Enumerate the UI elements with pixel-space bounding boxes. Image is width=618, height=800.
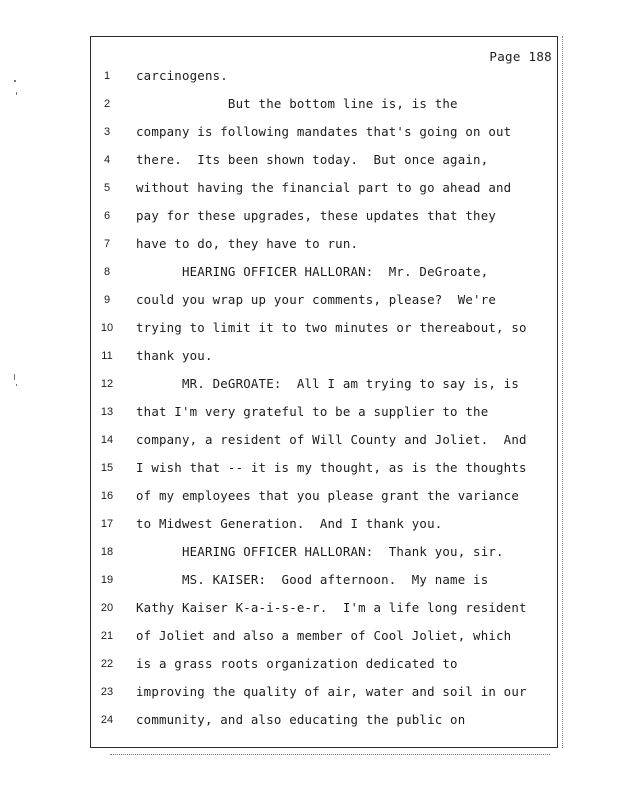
transcript-line <box>0 568 618 596</box>
line-number: 22 <box>100 658 114 670</box>
line-text: thank you. <box>136 348 213 363</box>
line-text: is a grass roots organization dedicated to <box>136 656 458 671</box>
line-number: 14 <box>100 434 114 446</box>
line-text: HEARING OFFICER HALLORAN: Mr. DeGroate, <box>136 264 489 279</box>
line-number: 13 <box>100 406 114 418</box>
line-number: 10 <box>100 322 114 334</box>
line-text: could you wrap up your comments, please? We're <box>136 292 497 307</box>
line-number: 24 <box>100 714 114 726</box>
line-text: MR. DeGROATE: All I am trying to say is, is <box>136 376 519 391</box>
line-text: company is following mandates that's going on out <box>136 124 512 139</box>
line-text: MS. KAISER: Good afternoon. My name is <box>136 572 489 587</box>
line-number: 5 <box>103 182 111 194</box>
line-text: HEARING OFFICER HALLORAN: Thank you, sir. <box>136 544 504 559</box>
line-text: without having the financial part to go ahead and <box>136 180 512 195</box>
bottom-margin-rule <box>110 754 550 755</box>
line-number: 7 <box>103 238 111 250</box>
line-text: I wish that -- it is my thought, as is the thoughts <box>136 460 527 475</box>
line-text: carcinogens. <box>136 68 228 83</box>
line-number: 8 <box>103 266 111 278</box>
line-text: that I'm very grateful to be a supplier to the <box>136 404 489 419</box>
transcript-line <box>0 484 618 512</box>
line-text: of Joliet and also a member of Cool Joliet, which <box>136 628 512 643</box>
transcript-line <box>0 120 618 148</box>
transcript-line <box>0 596 618 624</box>
transcript-line <box>0 512 618 540</box>
line-number: 4 <box>103 154 111 166</box>
line-text: to Midwest Generation. And I thank you. <box>136 516 443 531</box>
line-text: trying to limit it to two minutes or thereabout, so <box>136 320 527 335</box>
transcript-line <box>0 540 618 568</box>
transcript-line <box>0 148 618 176</box>
transcript-line <box>0 680 618 708</box>
transcript-line <box>0 204 618 232</box>
line-text: improving the quality of air, water and soil in our <box>136 684 527 699</box>
line-number: 19 <box>100 574 114 586</box>
transcript-line <box>0 260 618 288</box>
line-number: 18 <box>100 546 114 558</box>
line-text: pay for these upgrades, these updates that they <box>136 208 497 223</box>
transcript-line <box>0 456 618 484</box>
transcript-line <box>0 624 618 652</box>
line-number: 6 <box>103 210 111 222</box>
line-text: community, and also educating the public on <box>136 712 466 727</box>
line-number: 16 <box>100 490 114 502</box>
transcript-line <box>0 400 618 428</box>
line-number: 12 <box>100 378 114 390</box>
line-number: 20 <box>100 602 114 614</box>
transcript-line <box>0 176 618 204</box>
line-text: Kathy Kaiser K-a-i-s-e-r. I'm a life long resident <box>136 600 527 615</box>
transcript-line <box>0 316 618 344</box>
line-text: there. Its been shown today. But once again, <box>136 152 489 167</box>
line-number: 23 <box>100 686 114 698</box>
transcript-line <box>0 92 618 120</box>
line-number: 2 <box>103 98 111 110</box>
line-text: company, a resident of Will County and Joliet. And <box>136 432 527 447</box>
line-number: 21 <box>100 630 114 642</box>
transcript-line <box>0 344 618 372</box>
transcript-line <box>0 64 618 92</box>
transcript-line <box>0 288 618 316</box>
line-number: 1 <box>103 70 111 82</box>
transcript-line <box>0 428 618 456</box>
line-number: 17 <box>100 518 114 530</box>
line-text: of my employees that you please grant the variance <box>136 488 519 503</box>
transcript-line <box>0 232 618 260</box>
transcript-line <box>0 372 618 400</box>
line-text: have to do, they have to run. <box>136 236 359 251</box>
line-number: 3 <box>103 126 111 138</box>
line-number: 15 <box>100 462 114 474</box>
transcript-line <box>0 652 618 680</box>
line-number: 11 <box>101 350 113 362</box>
line-text: But the bottom line is, is the <box>136 96 458 111</box>
page-number: Page 188 <box>489 49 552 64</box>
transcript-line <box>0 708 618 736</box>
line-number: 9 <box>103 294 111 306</box>
